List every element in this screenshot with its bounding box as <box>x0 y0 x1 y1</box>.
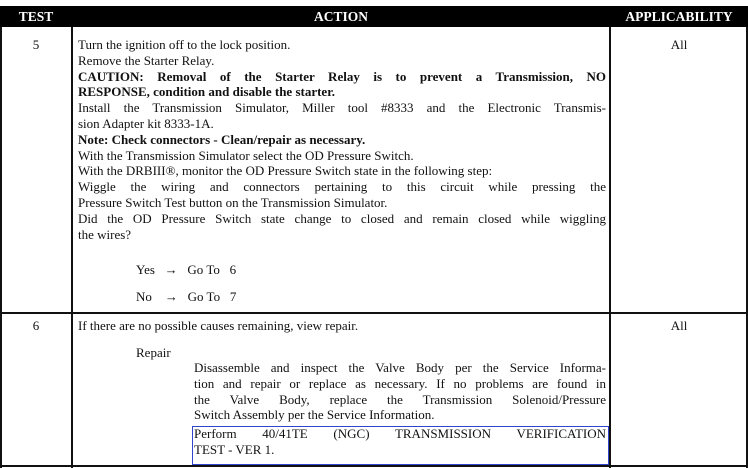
repair-line: Disassemble and inspect the Valve Body per the Service Informa- <box>194 360 606 375</box>
action-line: With the Transmission Simulator select the OD Pressure Switch. <box>78 147 414 163</box>
verification-line[interactable]: Perform 40/41TE (NGC) TRANSMISSION VERIFICATION <box>194 426 606 441</box>
repair-line: tion and repair or replace as necessary. If no problems are found in <box>194 375 606 391</box>
yes-label: Yes <box>136 262 155 277</box>
action-line: RESPONSE, condition and disable the starter. <box>78 84 336 100</box>
yes-branch[interactable] <box>136 262 236 278</box>
action-line: the wires? <box>78 226 132 242</box>
goto-target: 7 <box>229 289 237 304</box>
applicability: All <box>670 37 688 52</box>
goto-target: 6 <box>229 262 237 277</box>
test-number: 6 <box>32 318 40 333</box>
border <box>0 27 2 468</box>
no-label: No <box>136 289 152 304</box>
action-line: With the DRBIII®, monitor the OD Pressure Switch state in the following step: <box>78 163 493 179</box>
repair-line: the Valve Body, replace the Transmission Solenoid/Pressure <box>194 391 606 407</box>
step-6-intro: If there are no possible causes remaining, view repair. <box>78 318 359 333</box>
goto-label: Go To <box>187 262 220 277</box>
goto-label: Go To <box>187 289 221 304</box>
action-line: Note: Check connectors - Clean/repair as necessary. <box>78 131 366 147</box>
action-line: Did the OD Pressure Switch state change to closed and remain closed while wiggling <box>78 210 606 226</box>
action-line: Turn the ignition off to the lock position. <box>78 37 291 52</box>
action-line: Wiggle the wiring and connectors pertaining to this circuit while pressing the <box>78 179 606 195</box>
header-action: ACTION <box>313 9 368 24</box>
applicability: All <box>670 318 688 333</box>
action-line: CAUTION: Removal of the Starter Relay is to prevent a Transmission, NO <box>78 68 606 84</box>
action-line: sion Adapter kit 8333-1A. <box>78 116 214 131</box>
border <box>609 27 611 468</box>
row-divider <box>0 465 748 467</box>
header-applicability: APPLICABILITY <box>625 9 733 24</box>
no-branch[interactable] <box>136 289 236 305</box>
repair-label: Repair <box>136 345 171 360</box>
repair-line: Switch Assembly per the Service Information. <box>194 407 435 423</box>
verification-test-link[interactable] <box>192 426 609 465</box>
test-number: 5 <box>32 37 40 52</box>
verification-line[interactable]: TEST - VER 1. <box>194 442 275 457</box>
action-line: Install the Transmission Simulator, Miller tool #8333 and the Electronic Transmis- <box>78 100 606 116</box>
arrow-icon: → <box>164 262 178 277</box>
header-test: TEST <box>18 9 54 24</box>
action-line: Pressure Switch Test button on the Transmission Simulator. <box>78 195 388 210</box>
row-divider <box>0 312 748 314</box>
arrow-icon: → <box>164 289 178 304</box>
border <box>71 27 73 468</box>
action-line: Remove the Starter Relay. <box>78 52 215 68</box>
